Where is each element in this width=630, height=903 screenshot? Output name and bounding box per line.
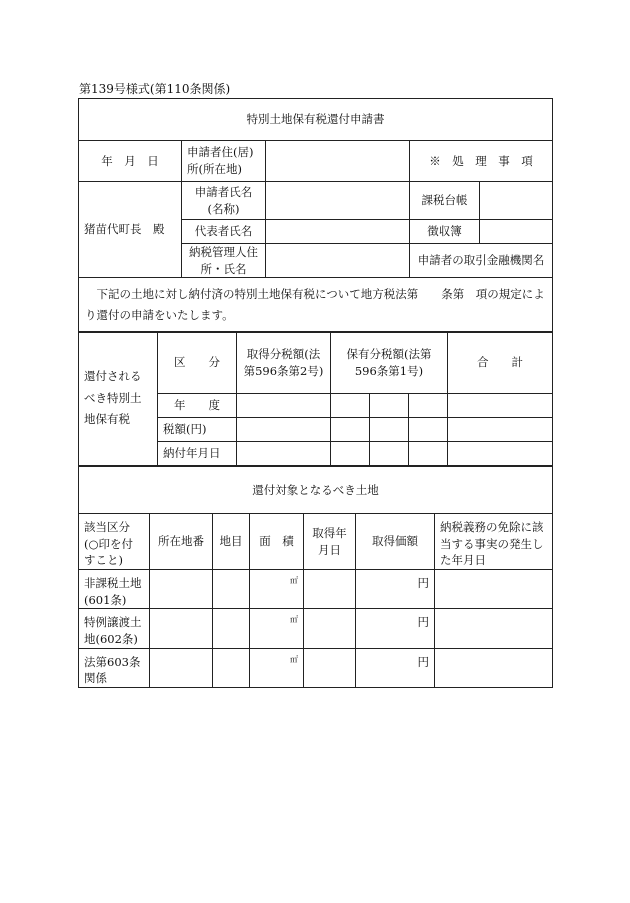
total-header: 合 計 [448, 332, 553, 394]
land-area-field[interactable] [250, 609, 304, 648]
holding-amount-field-3[interactable] [409, 418, 448, 442]
holding-paid-date-field-1[interactable] [331, 442, 370, 466]
addressee: 猪苗代町長 殿 [79, 182, 182, 278]
land-exemption-date-field[interactable] [435, 648, 553, 687]
date-label: 年 月 日 [79, 141, 182, 182]
land-row [79, 648, 553, 687]
land-type-field[interactable] [213, 648, 250, 687]
holding-paid-date-field-2[interactable] [370, 442, 409, 466]
land-header-price: 取得価額 [356, 514, 435, 570]
applicant-address-field[interactable] [266, 141, 410, 182]
holding-year-field-1[interactable] [331, 394, 370, 418]
area-unit: ㎡ [290, 576, 298, 586]
land-header-exemption-date: 納税義務の免除に該当する事実の発生した年月日 [435, 514, 553, 570]
price-unit: 円 [417, 576, 429, 591]
holding-amount-field-1[interactable] [331, 418, 370, 442]
price-unit: 円 [417, 654, 429, 669]
land-section-title: 還付対象となるべき土地 [79, 467, 553, 514]
acquisition-year-field[interactable] [237, 394, 331, 418]
area-unit: ㎡ [290, 654, 298, 664]
total-year-field[interactable] [448, 394, 553, 418]
land-area-field[interactable] [250, 648, 304, 687]
acquisition-header: 取得分税額(法第596条第2号) [237, 332, 331, 394]
land-acquired-date-field[interactable] [304, 570, 356, 609]
tax-manager-field[interactable] [266, 244, 410, 278]
land-header-area: 面 積 [250, 514, 304, 570]
acquisition-paid-date-field[interactable] [237, 442, 331, 466]
statement-text: 下記の土地に対し納付済の特別土地保有税について地方税法第 条第 項の規定により還付の申請をいたします。 [79, 278, 553, 333]
land-address-field[interactable] [150, 609, 213, 648]
tax-ledger-label: 課税台帳 [410, 182, 480, 220]
refund-row-label: 還付されるべき特別土地保有税 [79, 332, 158, 466]
land-row-category: 法第603条関係 [79, 648, 150, 687]
representative-label: 代表者氏名 [182, 220, 266, 244]
total-paid-date-field[interactable] [448, 442, 553, 466]
area-unit: ㎡ [290, 615, 298, 625]
applicant-address-label: 申請者住(居)所(所在地) [182, 141, 266, 182]
land-row-category: 非課税土地(601条) [79, 570, 150, 609]
holding-header: 保有分税額(法第596条第1号) [331, 332, 448, 394]
total-amount-field[interactable] [448, 418, 553, 442]
holding-year-field-2[interactable] [370, 394, 409, 418]
amount-label: 税額(円) [158, 418, 237, 442]
land-price-field[interactable] [356, 609, 435, 648]
form-number: 第139号様式(第110条関係) [79, 82, 231, 96]
application-header-table [78, 98, 553, 333]
applicant-name-field[interactable] [266, 182, 410, 220]
land-type-field[interactable] [213, 570, 250, 609]
land-row-category: 特例譲渡土地(602条) [79, 609, 150, 648]
representative-field[interactable] [266, 220, 410, 244]
land-row [79, 570, 553, 609]
form-title: 特別土地保有税還付申請書 [79, 99, 553, 141]
land-address-field[interactable] [150, 570, 213, 609]
collection-label: 徴収簿 [410, 220, 480, 244]
holding-year-field-3[interactable] [409, 394, 448, 418]
land-type-field[interactable] [213, 609, 250, 648]
category-header: 区 分 [158, 332, 237, 394]
applicant-name-label: 申請者氏名(名称) [182, 182, 266, 220]
bank-label: 申請者の取引金融機関名 [410, 244, 553, 278]
land-area-field[interactable] [250, 570, 304, 609]
land-exemption-date-field[interactable] [435, 570, 553, 609]
land-price-field[interactable] [356, 648, 435, 687]
land-price-field[interactable] [356, 570, 435, 609]
land-header-category: 該当区分(○印を付すこと) [79, 514, 150, 570]
holding-paid-date-field-3[interactable] [409, 442, 448, 466]
land-table [78, 466, 553, 688]
land-acquired-date-field[interactable] [304, 609, 356, 648]
acquisition-amount-field[interactable] [237, 418, 331, 442]
land-exemption-date-field[interactable] [435, 609, 553, 648]
land-address-field[interactable] [150, 648, 213, 687]
holding-amount-field-2[interactable] [370, 418, 409, 442]
office-use-label: ※ 処 理 事 項 [410, 141, 553, 182]
tax-ledger-field[interactable] [480, 182, 553, 220]
paid-date-label: 納付年月日 [158, 442, 237, 466]
land-header-land-type: 地目 [213, 514, 250, 570]
land-header-address: 所在地番 [150, 514, 213, 570]
refund-table [78, 331, 553, 466]
collection-field[interactable] [480, 220, 553, 244]
price-unit: 円 [417, 615, 429, 630]
tax-manager-label: 納税管理人住所・氏名 [182, 244, 266, 278]
land-acquired-date-field[interactable] [304, 648, 356, 687]
year-label: 年 度 [158, 394, 237, 418]
land-header-acquired-date: 取得年月日 [304, 514, 356, 570]
land-row [79, 609, 553, 648]
